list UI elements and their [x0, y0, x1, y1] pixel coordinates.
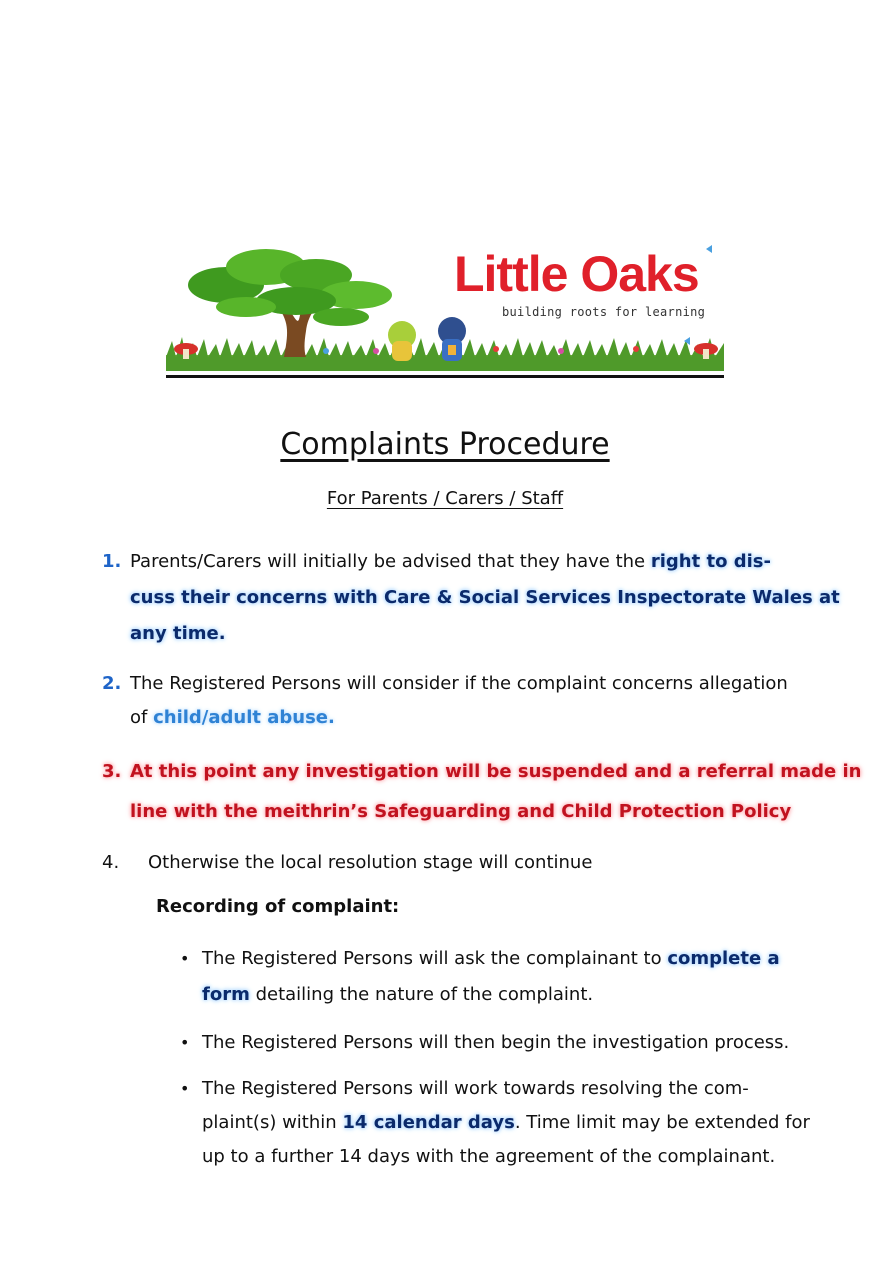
item-number: 3. [102, 761, 122, 782]
highlighted-text: complete a [667, 948, 780, 969]
highlighted-text: child/adult abuse. [153, 707, 335, 728]
bullet-text: The Registered Persons will ask the complainant to complete a form detailing the nature of the complaint. [202, 948, 780, 1005]
bullet-text: The Registered Persons will then begin the investigation process. [202, 1032, 790, 1053]
bullet-icon: • [180, 949, 190, 968]
brand-tagline: building roots for learning [502, 305, 706, 319]
highlighted-text: form [202, 984, 250, 1005]
logo-banner [166, 245, 724, 375]
bullet-icon: • [180, 1079, 190, 1098]
banner-divider [166, 375, 724, 378]
item-number: 1. [102, 551, 122, 572]
bullet-text: The Registered Persons will work towards resolving the com- plaint(s) within 14 calendar days. Time limit may be extended for up to a further 14 days with the agreement of the complainant. [202, 1078, 810, 1167]
item-number: 2. [102, 673, 122, 694]
highlighted-text: any time. [130, 623, 226, 644]
item-number: 4. [102, 852, 120, 873]
bullet-icon: • [180, 1033, 190, 1052]
item-text: Otherwise the local resolution stage will continue [148, 852, 593, 873]
highlighted-text: right to dis- [650, 551, 771, 572]
item-text [130, 752, 862, 832]
page-subtitle: For Parents / Carers / Staff [326, 488, 564, 509]
section-heading: Recording of complaint: [156, 896, 400, 917]
item-text: The Registered Persons will consider if the complaint concerns allegation of child/adult abuse. [130, 673, 788, 728]
highlighted-text: At this point any investigation will be suspended and a referral made in [130, 761, 862, 782]
brand-name: Little Oaks [454, 246, 699, 302]
highlighted-text: line with the meithrin’s Safeguarding and Child Protection Policy [130, 801, 792, 822]
highlighted-text: cuss their concerns with Care & Social Services Inspectorate Wales at [130, 587, 840, 608]
page-title: Complaints Procedure [280, 427, 610, 462]
highlighted-text: 14 calendar days [342, 1112, 515, 1133]
item-text: Parents/Carers will initially be advised that they have the right to dis- cuss their concerns with Care & Social Services Inspectorate Wales at any time. [130, 544, 840, 652]
